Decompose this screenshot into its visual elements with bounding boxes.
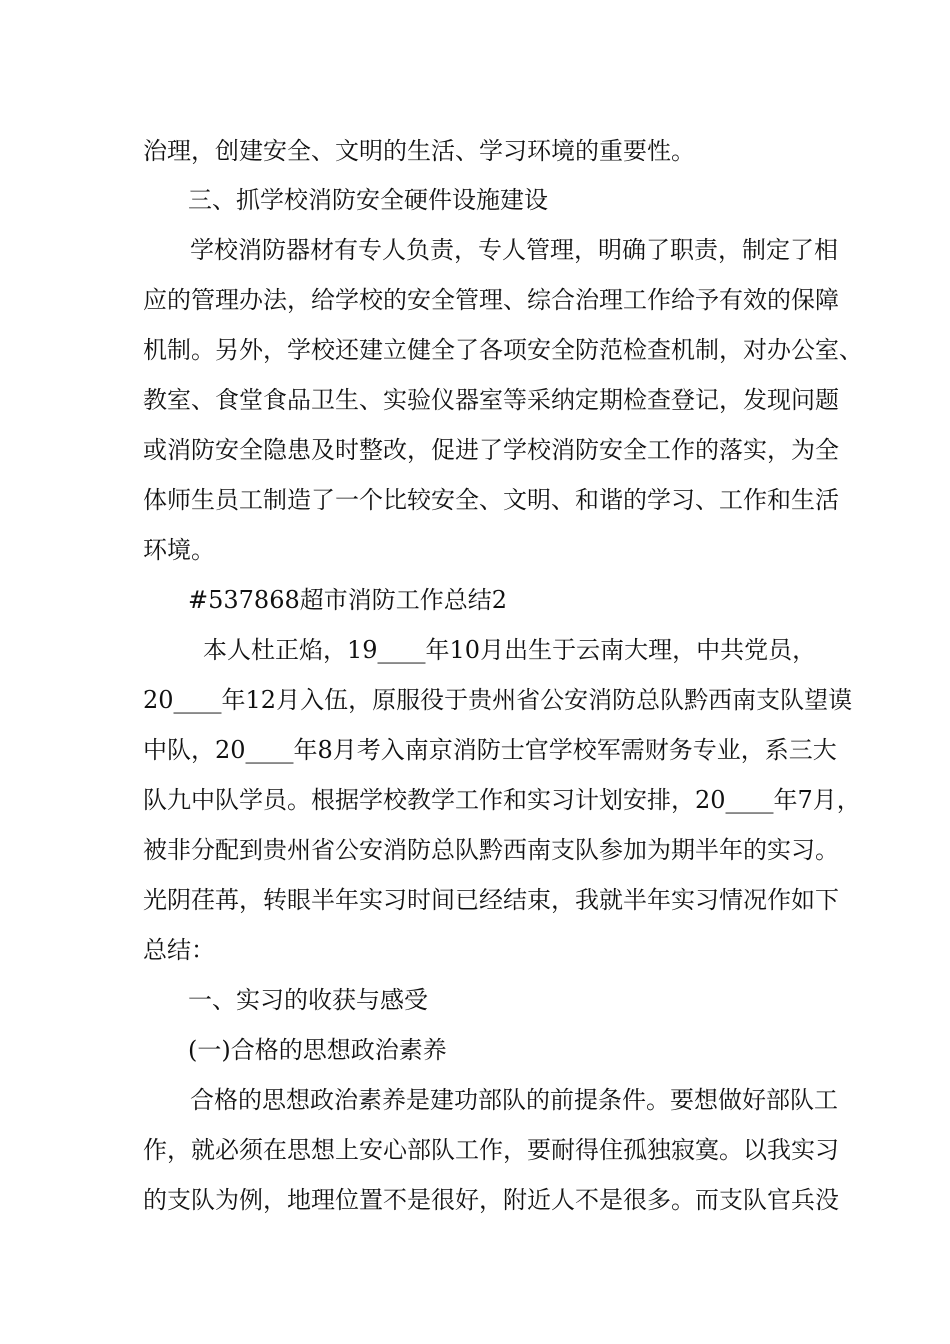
text-line: 作，就必须在思想上安心部队工作，要耐得住孤独寂寞。以我实习 (143, 1136, 839, 1164)
section-heading: 一、实习的收获与感受 (188, 986, 428, 1014)
text-line: 中队，20____年8月考入南京消防士官学校军需财务专业，系三大 (143, 736, 837, 764)
text-line: 应的管理办法，给学校的安全管理、综合治理工作给予有效的保障 (143, 286, 839, 314)
subsection-heading: (一)合格的思想政治素养 (188, 1036, 447, 1064)
text-line: 20____年12月入伍，原服役于贵州省公安消防总队黔西南支队望谟 (143, 686, 853, 714)
text-line: 本人杜正焰，19____年10月出生于云南大理，中共党员， (203, 636, 817, 664)
text-line: 治理，创建安全、文明的生活、学习环境的重要性。 (143, 137, 695, 165)
document-title: #537868超市消防工作总结2 (188, 586, 507, 614)
text-line: 或消防安全隐患及时整改，促进了学校消防安全工作的落实，为全 (143, 436, 839, 464)
text-line: 环境。 (143, 536, 215, 564)
text-line: 被非分配到贵州省公安消防总队黔西南支队参加为期半年的实习。 (143, 836, 839, 864)
text-line: 的支队为例，地理位置不是很好，附近人不是很多。而支队官兵没 (143, 1186, 839, 1214)
text-line: 体师生员工制造了一个比较安全、文明、和谐的学习、工作和生活 (143, 486, 839, 514)
text-line: 队九中队学员。根据学校教学工作和实习计划安排，20____年7月， (143, 786, 861, 814)
section-heading: 三、抓学校消防安全硬件设施建设 (188, 186, 548, 214)
text-line: 合格的思想政治素养是建功部队的前提条件。要想做好部队工 (190, 1086, 838, 1114)
text-line: 总结： (143, 936, 215, 964)
text-line: 教室、食堂食品卫生、实验仪器室等采纳定期检查登记，发现问题 (143, 386, 839, 414)
text-line: 光阴荏苒，转眼半年实习时间已经结束，我就半年实习情况作如下 (143, 886, 839, 914)
text-line: 机制。另外，学校还建立健全了各项安全防范检查机制，对办公室、 (143, 336, 863, 364)
text-line: 学校消防器材有专人负责，专人管理，明确了职责，制定了相 (190, 236, 838, 264)
